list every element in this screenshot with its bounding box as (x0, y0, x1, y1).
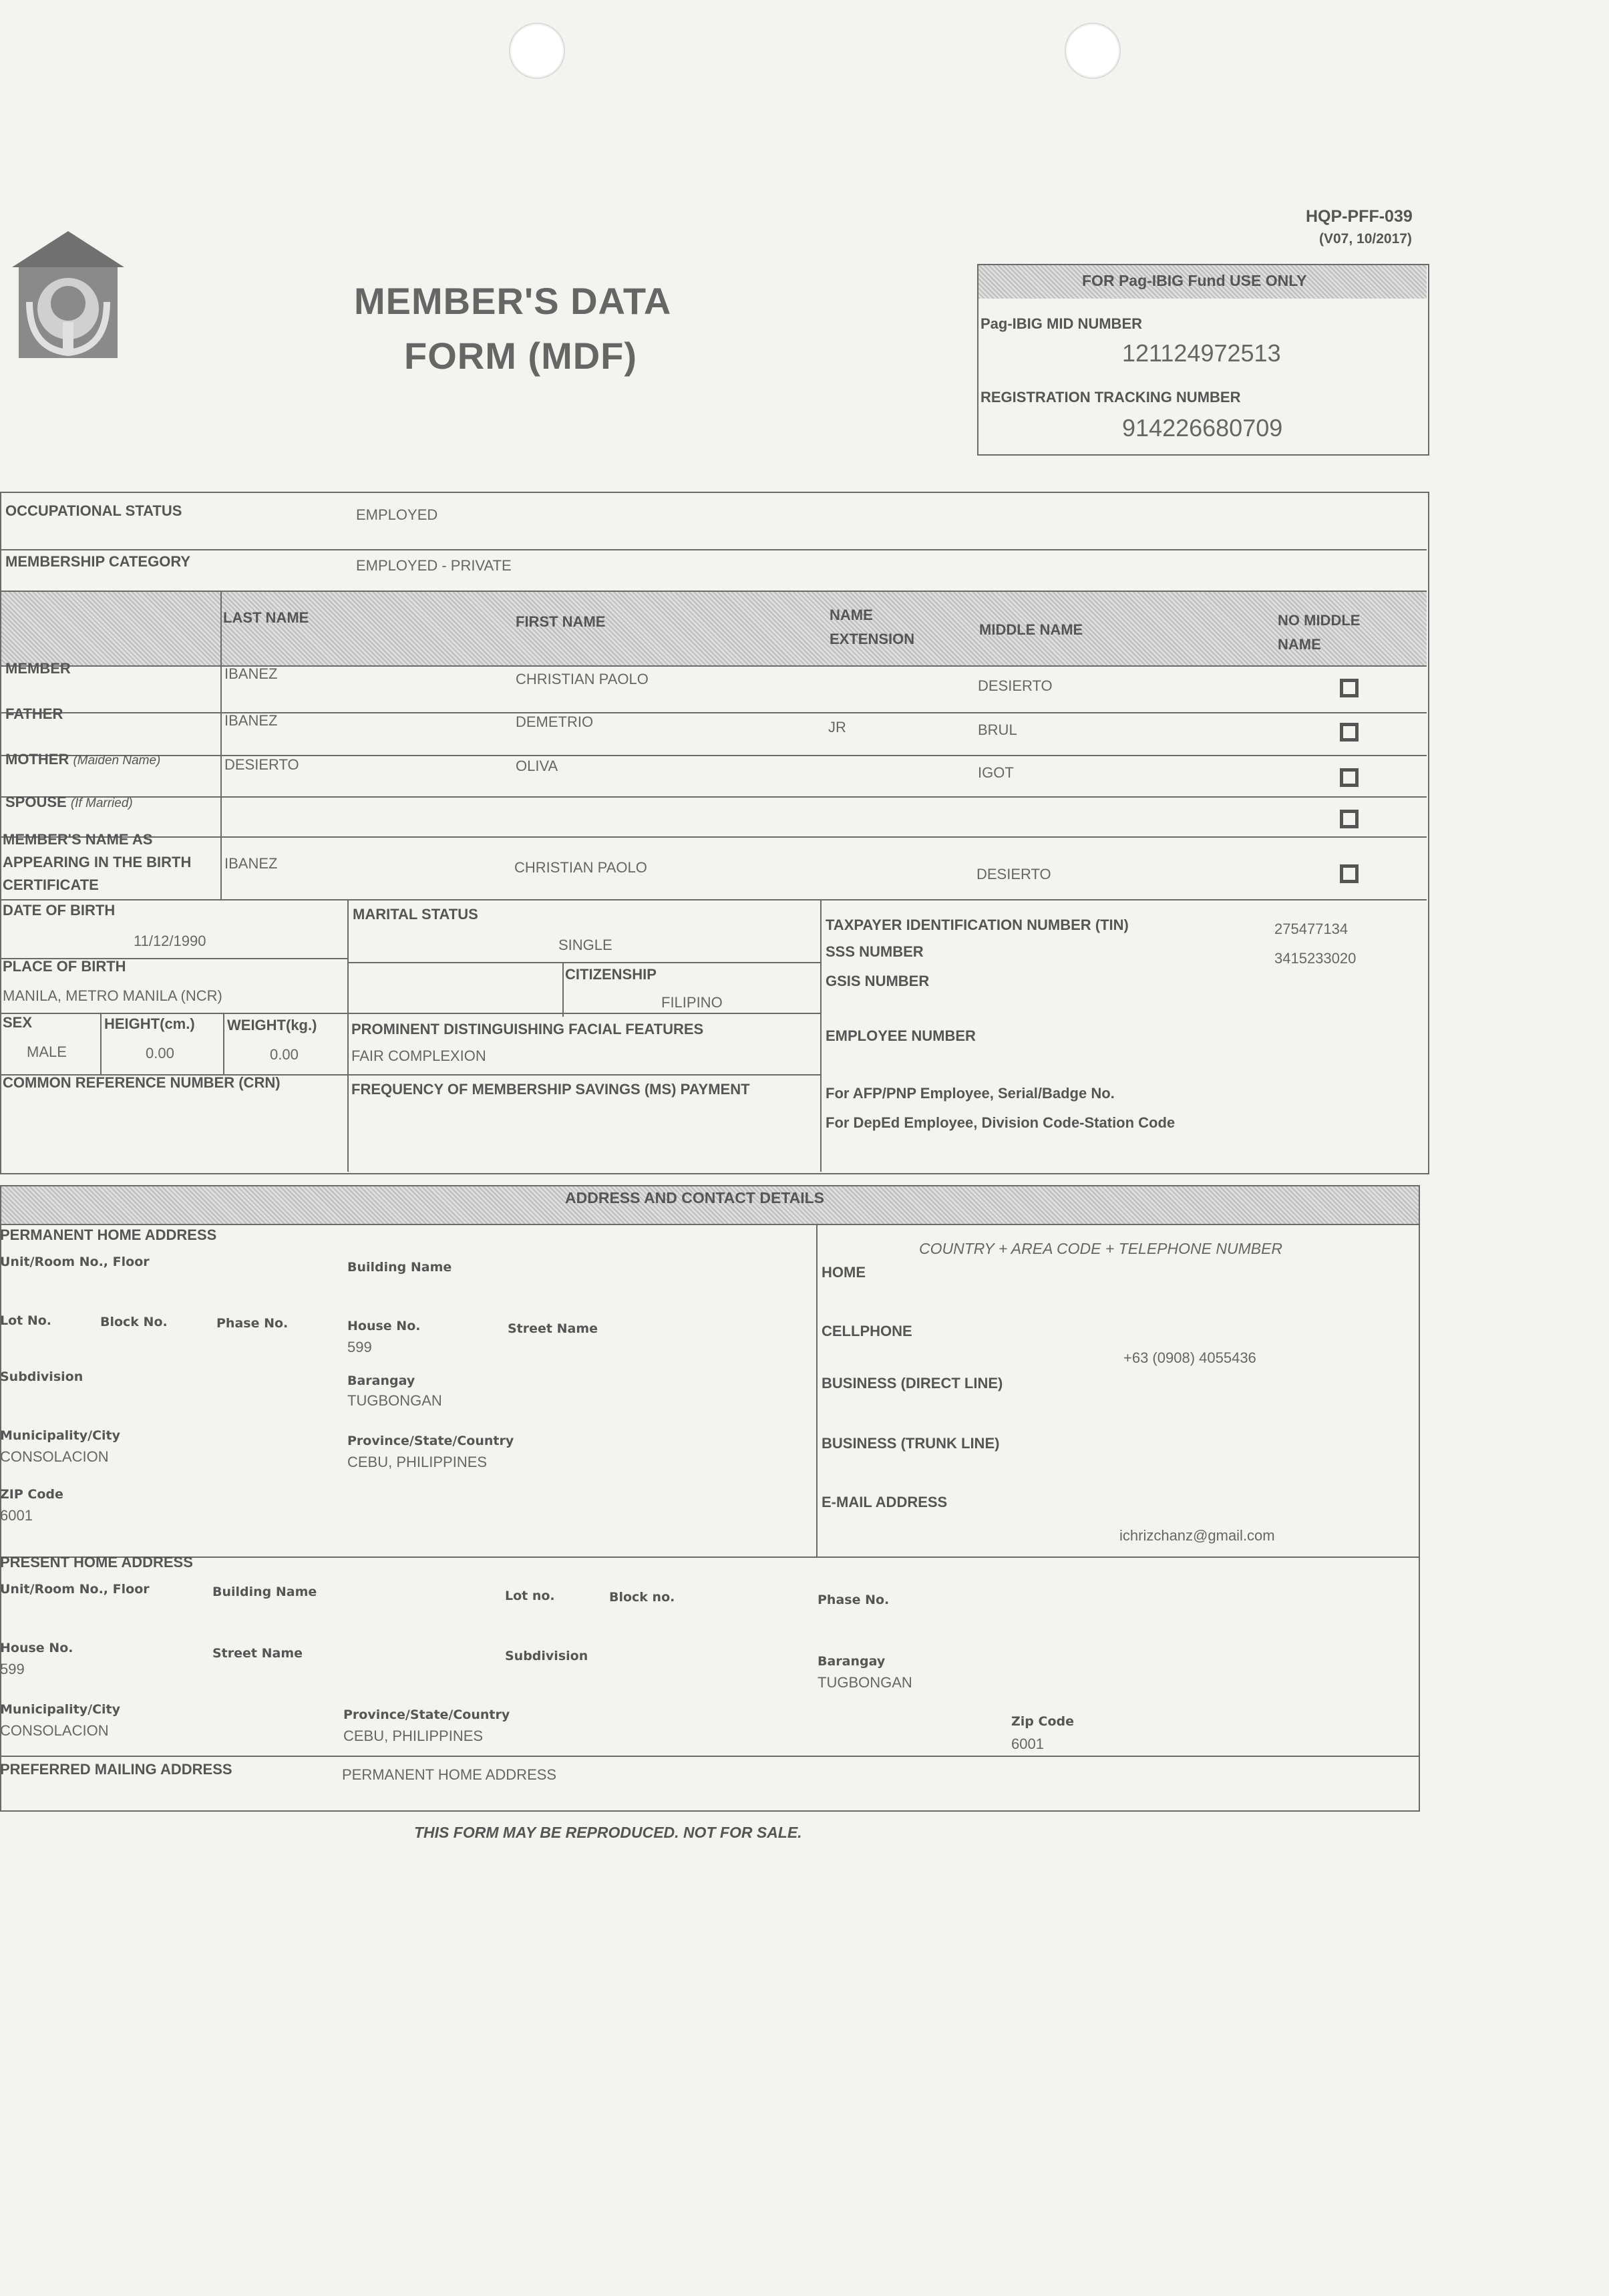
pag-ibig-logo (9, 228, 127, 359)
gsis-label: GSIS NUMBER (826, 973, 930, 989)
perm-block-label: Block No. (100, 1315, 168, 1329)
office-use-header: FOR Pag-IBIG Fund USE ONLY (1082, 272, 1307, 289)
pres-street-label: Street Name (212, 1646, 303, 1661)
row-label-mother: MOTHER (Maiden Name) (5, 751, 161, 768)
pres-municipality-label: Municipality/City (0, 1702, 121, 1717)
row-label-member: MEMBER (5, 660, 71, 677)
rtn-label: REGISTRATION TRACKING NUMBER (980, 389, 1241, 405)
pres-building-label: Building Name (212, 1585, 317, 1599)
col-no-middle-line2: NAME (1278, 636, 1321, 653)
facial-features-label: PROMINENT DISTINGUISHING FACIAL FEATURES (351, 1021, 704, 1037)
perm-zip-label: ZIP Code (0, 1487, 63, 1502)
father-middle-name: BRUL (978, 721, 1017, 738)
cellphone-value: +63 (0908) 4055436 (1123, 1349, 1256, 1366)
pres-phase-label: Phase No. (818, 1593, 890, 1607)
membership-category-label: MEMBERSHIP CATEGORY (5, 553, 191, 570)
perm-street-label: Street Name (508, 1321, 598, 1336)
name-header-bg (1, 592, 1427, 665)
col-no-middle-line1: NO MIDDLE (1278, 612, 1361, 629)
mailing-address-value: PERMANENT HOME ADDRESS (342, 1766, 557, 1783)
sex-label: SEX (3, 1014, 33, 1031)
facial-features-value: FAIR COMPLEXION (351, 1047, 486, 1064)
address-section-header: ADDRESS AND CONTACT DETAILS (565, 1189, 825, 1206)
employee-number-label: EMPLOYEE NUMBER (826, 1027, 976, 1044)
crn-label: COMMON REFERENCE NUMBER (CRN) (3, 1074, 281, 1091)
height-label: HEIGHT(cm.) (104, 1015, 195, 1032)
ms-frequency-label: FREQUENCY OF MEMBERSHIP SAVINGS (MS) PAYMENT (351, 1081, 750, 1098)
email-value: ichrizchanz@gmail.com (1119, 1527, 1275, 1544)
mid-number-value: 121124972513 (1122, 339, 1281, 367)
col-middle-name: MIDDLE NAME (979, 621, 1083, 638)
perm-province-value: CEBU, PHILIPPINES (347, 1454, 488, 1470)
marital-status-value: SINGLE (558, 937, 612, 953)
weight-label: WEIGHT(kg.) (227, 1017, 317, 1033)
col-ext-line2: EXTENSION (830, 631, 915, 647)
father-first-name: DEMETRIO (516, 713, 594, 730)
marital-status-label: MARITAL STATUS (353, 906, 478, 923)
rtn-value: 914226680709 (1122, 414, 1283, 442)
occupational-status-label: OCCUPATIONAL STATUS (5, 502, 182, 519)
row-label-spouse: SPOUSE (If Married) (5, 794, 133, 810)
perm-phase-label: Phase No. (216, 1316, 289, 1331)
pres-province-label: Province/State/Country (343, 1707, 510, 1722)
pob-label: PLACE OF BIRTH (3, 958, 126, 975)
present-address-header: PRESENT HOME ADDRESS (0, 1554, 193, 1571)
father-ext: JR (828, 719, 846, 735)
sss-value: 3415233020 (1274, 950, 1357, 967)
pres-province-value: CEBU, PHILIPPINES (343, 1728, 484, 1744)
father-no-middle-checkbox[interactable] (1340, 723, 1359, 742)
pres-subdivision-label: Subdivision (505, 1649, 588, 1663)
pres-barangay-label: Barangay (818, 1654, 886, 1669)
business-direct-label: BUSINESS (DIRECT LINE) (822, 1375, 1003, 1391)
pres-unit-label: Unit/Room No., Floor (0, 1582, 150, 1597)
punch-hole-right (1065, 23, 1121, 79)
membership-category-value: EMPLOYED - PRIVATE (356, 557, 512, 574)
occupational-status-value: EMPLOYED (356, 506, 438, 523)
spouse-no-middle-checkbox[interactable] (1340, 810, 1359, 828)
pres-zip-value: 6001 (1011, 1736, 1044, 1752)
address-table (0, 1185, 1420, 1812)
perm-zip-value: 6001 (0, 1507, 33, 1524)
father-last-name: IBANEZ (224, 712, 278, 729)
pres-barangay-value: TUGBONGAN (818, 1674, 912, 1691)
pres-house-value: 599 (0, 1661, 25, 1677)
form-code: HQP-PFF-039 (1306, 207, 1413, 226)
phone-format-note: COUNTRY + AREA CODE + TELEPHONE NUMBER (919, 1240, 1283, 1257)
email-label: E-MAIL ADDRESS (822, 1494, 948, 1510)
pres-zip-label: Zip Code (1011, 1714, 1074, 1729)
member-first-name: CHRISTIAN PAOLO (516, 671, 649, 687)
home-phone-label: HOME (822, 1264, 866, 1281)
perm-barangay-value: TUGBONGAN (347, 1392, 442, 1409)
weight-value: 0.00 (270, 1046, 299, 1063)
pob-value: MANILA, METRO MANILA (NCR) (3, 987, 222, 1004)
perm-house-label: House No. (347, 1319, 421, 1333)
col-ext-line1: NAME (830, 607, 873, 623)
tin-label: TAXPAYER IDENTIFICATION NUMBER (TIN) (826, 917, 1129, 933)
perm-building-label: Building Name (347, 1260, 452, 1275)
perm-municipality-label: Municipality/City (0, 1428, 121, 1443)
birth-cert-first-name: CHRISTIAN PAOLO (514, 859, 647, 876)
mother-last-name: DESIERTO (224, 756, 299, 773)
birth-cert-label-2: APPEARING IN THE BIRTH (3, 854, 192, 870)
deped-label: For DepEd Employee, Division Code-Station Code (826, 1114, 1176, 1131)
member-no-middle-checkbox[interactable] (1340, 679, 1359, 697)
dob-value: 11/12/1990 (134, 933, 206, 949)
perm-unit-label: Unit/Room No., Floor (0, 1255, 150, 1269)
dob-label: DATE OF BIRTH (3, 902, 116, 919)
birth-cert-label-3: CERTIFICATE (3, 876, 99, 893)
perm-barangay-label: Barangay (347, 1373, 415, 1388)
pres-block-label: Block no. (609, 1590, 675, 1605)
form-title-line2: FORM (MDF) (404, 335, 638, 377)
form-version: (V07, 10/2017) (1319, 231, 1412, 247)
mailing-address-label: PREFERRED MAILING ADDRESS (0, 1761, 232, 1778)
mid-number-label: Pag-IBIG MID NUMBER (980, 315, 1142, 332)
member-last-name: IBANEZ (224, 665, 278, 682)
col-first-name: FIRST NAME (516, 613, 606, 630)
pres-lot-label: Lot no. (505, 1589, 555, 1603)
sss-label: SSS NUMBER (826, 943, 924, 960)
citizenship-label: CITIZENSHIP (565, 966, 657, 983)
mother-no-middle-checkbox[interactable] (1340, 768, 1359, 787)
perm-lot-label: Lot No. (0, 1313, 52, 1328)
member-middle-name: DESIERTO (978, 677, 1053, 694)
afp-pnp-label: For AFP/PNP Employee, Serial/Badge No. (826, 1085, 1115, 1102)
birth-cert-middle-name: DESIERTO (976, 866, 1051, 882)
height-value: 0.00 (146, 1045, 174, 1061)
form-footer: THIS FORM MAY BE REPRODUCED. NOT FOR SALE. (414, 1824, 802, 1841)
perm-house-value: 599 (347, 1339, 372, 1355)
perm-subdivision-label: Subdivision (0, 1369, 83, 1384)
birth-cert-last-name: IBANEZ (224, 855, 278, 872)
sex-value: MALE (27, 1043, 67, 1060)
perm-province-label: Province/State/Country (347, 1434, 514, 1448)
pres-house-label: House No. (0, 1641, 73, 1655)
tin-value: 275477134 (1274, 921, 1349, 937)
punch-hole-left (509, 23, 565, 79)
mother-middle-name: IGOT (978, 764, 1014, 781)
business-trunk-label: BUSINESS (TRUNK LINE) (822, 1435, 1000, 1452)
permanent-address-header: PERMANENT HOME ADDRESS (0, 1226, 217, 1243)
birth-cert-label-1: MEMBER'S NAME AS (3, 831, 153, 848)
birth-cert-no-middle-checkbox[interactable] (1340, 864, 1359, 883)
citizenship-value: FILIPINO (661, 994, 723, 1011)
mother-first-name: OLIVA (516, 758, 558, 774)
col-last-name: LAST NAME (223, 609, 309, 626)
row-label-father: FATHER (5, 705, 63, 722)
perm-municipality-value: CONSOLACION (0, 1448, 109, 1465)
form-title-line1: MEMBER'S DATA (354, 280, 672, 322)
pres-municipality-value: CONSOLACION (0, 1722, 109, 1739)
cellphone-label: CELLPHONE (822, 1323, 912, 1339)
